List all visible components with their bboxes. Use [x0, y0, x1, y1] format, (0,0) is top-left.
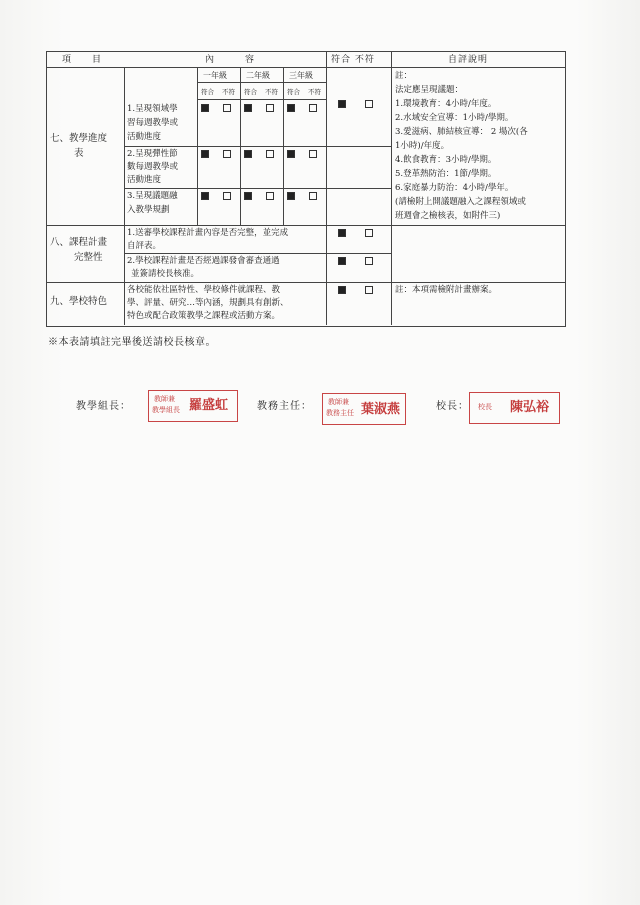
s7-r3-g3-match-checkbox[interactable]: [287, 192, 295, 200]
s7-note-7: 5.登革熱防治：1節/學期。: [395, 169, 497, 179]
g2-match: 符合: [244, 88, 257, 96]
section7-title: 七、教學進度: [50, 133, 108, 144]
s8-r1-nomatch-checkbox[interactable]: [365, 229, 373, 237]
s7-r1-g1-match-checkbox[interactable]: [201, 104, 209, 112]
s7-row3-l2: 入教學規劃: [127, 205, 170, 215]
g1-match: 符合: [201, 88, 214, 96]
section8-title-2: 完整性: [74, 252, 103, 263]
section9-title: 九、學校特色: [50, 296, 108, 307]
s7-r1-g3-match-checkbox[interactable]: [287, 104, 295, 112]
s7-r2-g2-nomatch-checkbox[interactable]: [266, 150, 274, 158]
s7-note-5: 1小時)/年度。: [395, 141, 450, 151]
s9-nomatch-checkbox[interactable]: [365, 286, 373, 294]
s7-r3-g2-match-checkbox[interactable]: [244, 192, 252, 200]
stamp3-name: 陳弘裕: [510, 400, 550, 415]
s7-r2-g3-nomatch-checkbox[interactable]: [309, 150, 317, 158]
g3-match: 符合: [287, 88, 300, 96]
teaching-leader-stamp: 教師兼 教學組長 羅盛虹: [148, 390, 238, 422]
s7-note-0: 註：: [395, 71, 413, 81]
s7-note-4: 3.愛滋病、肺結核宣導： 2 場次(各: [395, 127, 528, 137]
academic-director-stamp: 教師兼 教務主任 葉淑燕: [322, 393, 406, 425]
s7-r2-g3-match-checkbox[interactable]: [287, 150, 295, 158]
g3-nomatch: 不符: [308, 88, 321, 96]
stamp2-name: 葉淑燕: [361, 402, 401, 417]
g2-nomatch: 不符: [265, 88, 278, 96]
s8-r2-nomatch-checkbox[interactable]: [365, 257, 373, 265]
s7-r1-g1-nomatch-checkbox[interactable]: [223, 104, 231, 112]
s7-row1-l1: 1.呈現領域學: [127, 104, 178, 114]
s7-r3-g1-match-checkbox[interactable]: [201, 192, 209, 200]
s7-r2-g2-match-checkbox[interactable]: [244, 150, 252, 158]
s9-l2: 學、評量、研究…等內涵，規劃具有創新、: [127, 298, 289, 308]
s7-note-9: (請檢附上開議題融入之課程領域或: [395, 197, 526, 207]
grade-3: 三年級: [289, 71, 313, 80]
s7-overall-nomatch-checkbox[interactable]: [365, 100, 373, 108]
s7-row3-l1: 3.呈現議題融: [127, 191, 178, 201]
teaching-leader-label: 教學組長：: [76, 401, 131, 412]
s7-r2-g1-match-checkbox[interactable]: [201, 150, 209, 158]
s7-r3-g3-nomatch-checkbox[interactable]: [309, 192, 317, 200]
s8-r2-match-checkbox[interactable]: [338, 257, 346, 265]
s7-r2-g1-nomatch-checkbox[interactable]: [223, 150, 231, 158]
grade-1: 一年級: [203, 71, 227, 80]
stamp1-name: 羅盛虹: [189, 398, 229, 413]
academic-director-label: 教務主任：: [257, 401, 312, 412]
s7-r1-g2-nomatch-checkbox[interactable]: [266, 104, 274, 112]
s7-row2-l3: 活動進度: [127, 175, 162, 185]
principal-stamp: 校長 陳弘裕: [469, 392, 560, 424]
s7-r1-g3-nomatch-checkbox[interactable]: [309, 104, 317, 112]
header-eval: 自評說明: [448, 55, 489, 65]
s7-note-6: 4.飲食教育：3小時/學期。: [395, 155, 497, 165]
s8-row1-l1: 1.送審學校課程計畫內容是否完整，並完成: [127, 228, 289, 238]
s9-note: 註：本項需檢附計畫辦案。: [395, 285, 498, 295]
header-item: 項 目: [62, 55, 103, 65]
s7-note-10: 班週會之檢核表，如附件三): [395, 211, 501, 221]
s7-r3-g2-nomatch-checkbox[interactable]: [266, 192, 274, 200]
footnote: ※本表請填註完畢後送請校長核章。: [48, 337, 216, 348]
s7-r1-g2-match-checkbox[interactable]: [244, 104, 252, 112]
s8-r1-match-checkbox[interactable]: [338, 229, 346, 237]
s9-l3: 特色或配合政策教學之課程或活動方案。: [127, 311, 281, 321]
header-content: 內 容: [205, 55, 256, 65]
s9-match-checkbox[interactable]: [338, 286, 346, 294]
principal-label: 校長：: [436, 401, 469, 412]
s7-row1-l3: 活動進度: [127, 132, 162, 142]
g1-nomatch: 不符: [222, 88, 235, 96]
section7-title-2: 表: [74, 148, 84, 159]
section8-title: 八、課程計畫: [50, 237, 108, 248]
s7-overall-match-checkbox[interactable]: [338, 100, 346, 108]
s7-r3-g1-nomatch-checkbox[interactable]: [223, 192, 231, 200]
s9-l1: 各校能依社區特性、學校條件就課程、教: [127, 285, 281, 295]
s7-row2-l1: 2.呈現彈性節: [127, 149, 178, 159]
s7-note-2: 1.環境教育：4小時/年度。: [395, 99, 497, 109]
s8-row2-l2: 並簽請校長核准。: [131, 269, 200, 279]
header-match: 符合 不符: [331, 55, 375, 65]
s7-row2-l2: 數每週教學或: [127, 162, 179, 172]
s7-note-1: 法定應呈現議題：: [395, 85, 464, 95]
s7-row1-l2: 習每週教學或: [127, 118, 179, 128]
grade-2: 二年級: [246, 71, 270, 80]
s8-row2-l1: 2.學校課程計畫是否經過課發會審查通過: [127, 256, 280, 266]
s7-note-3: 2.水域安全宣導：1小時/學期。: [395, 113, 514, 123]
s7-note-8: 6.家庭暴力防治：4小時/學年。: [395, 183, 514, 193]
s8-row1-l2: 自評表。: [127, 241, 162, 251]
